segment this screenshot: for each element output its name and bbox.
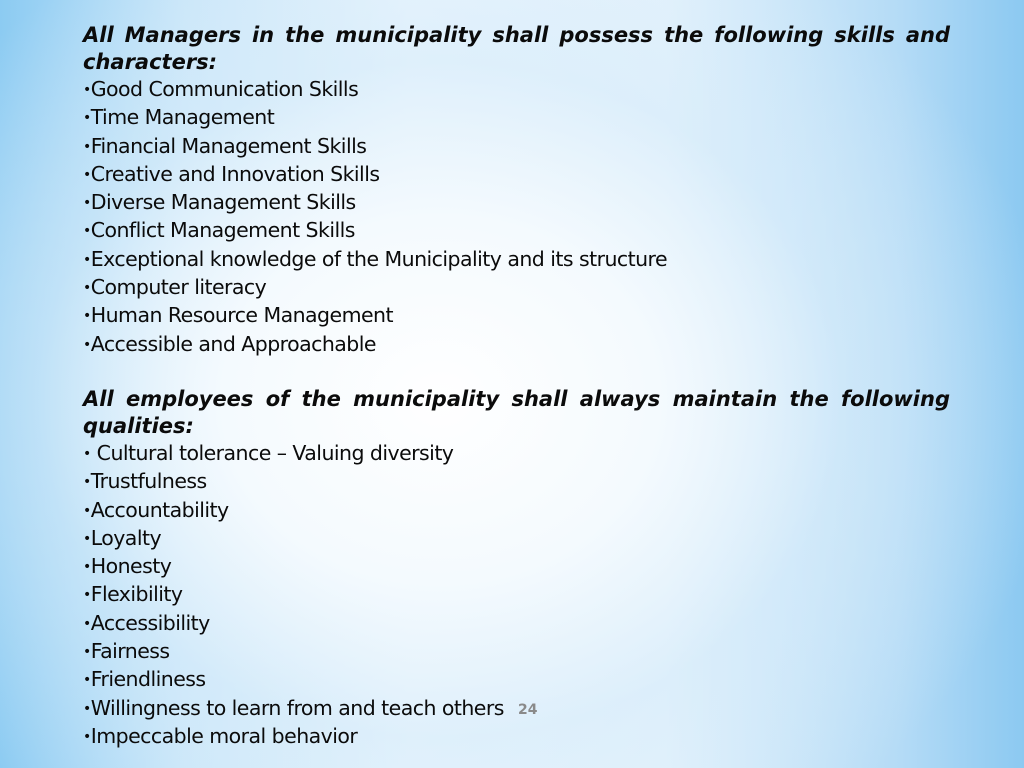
bullet-icon: • bbox=[83, 530, 91, 547]
employees-heading: All employees of the municipality shall always maintain the following qualities: bbox=[83, 386, 950, 438]
list-item: • Cultural tolerance – Valuing diversity bbox=[83, 440, 950, 468]
bullet-icon: • bbox=[83, 728, 91, 745]
page-number: 24 bbox=[518, 702, 538, 718]
managers-skills-list bbox=[83, 76, 950, 359]
bullet-icon: • bbox=[83, 308, 91, 325]
list-item: •Trustfulness bbox=[83, 468, 950, 496]
list-item: •Fairness bbox=[83, 638, 950, 666]
bullet-icon: • bbox=[83, 280, 91, 297]
bullet-icon: • bbox=[83, 195, 91, 212]
list-item: •Computer literacy bbox=[83, 274, 950, 302]
list-item: •Accountability bbox=[83, 497, 950, 525]
employees-qualities-list bbox=[83, 440, 950, 751]
list-item: •Diverse Management Skills bbox=[83, 189, 950, 217]
bullet-icon: • bbox=[83, 336, 91, 353]
list-item: •Accessibility bbox=[83, 610, 950, 638]
bullet-icon: • bbox=[83, 587, 91, 604]
list-item: •Willingness to learn from and teach others bbox=[83, 695, 950, 723]
bullet-icon: • bbox=[83, 223, 91, 240]
list-item: •Honesty bbox=[83, 553, 950, 581]
list-item: •Flexibility bbox=[83, 581, 950, 609]
list-item: •Financial Management Skills bbox=[83, 133, 950, 161]
bullet-icon: • bbox=[83, 644, 91, 661]
bullet-icon: • bbox=[83, 474, 91, 491]
bullet-icon: • bbox=[83, 559, 91, 576]
bullet-icon: • bbox=[83, 138, 91, 155]
bullet-icon: • bbox=[83, 700, 91, 717]
list-item: •Human Resource Management bbox=[83, 302, 950, 330]
list-item: •Conflict Management Skills bbox=[83, 217, 950, 245]
bullet-icon: • bbox=[83, 166, 91, 183]
bullet-icon: • bbox=[83, 502, 91, 519]
list-item: •Friendliness bbox=[83, 666, 950, 694]
bullet-icon: • bbox=[83, 445, 91, 462]
section-spacer bbox=[83, 359, 950, 386]
bullet-icon: • bbox=[83, 615, 91, 632]
list-item: •Impeccable moral behavior bbox=[83, 723, 950, 751]
list-item: •Accessible and Approachable bbox=[83, 331, 950, 359]
bullet-icon: • bbox=[83, 82, 91, 98]
list-item: •Time Management bbox=[83, 104, 950, 132]
managers-heading: All Managers in the municipality shall possess the following skills and characters: bbox=[83, 23, 950, 74]
list-item: •Exceptional knowledge of the Municipality and its structure bbox=[83, 246, 950, 274]
bullet-icon: • bbox=[83, 672, 91, 689]
slide-content bbox=[83, 22, 950, 751]
bullet-icon: • bbox=[83, 251, 91, 268]
list-item: •Creative and Innovation Skills bbox=[83, 161, 950, 189]
bullet-icon: • bbox=[83, 110, 91, 127]
list-item: •Good Communication Skills bbox=[83, 76, 950, 104]
list-item: •Loyalty bbox=[83, 525, 950, 553]
